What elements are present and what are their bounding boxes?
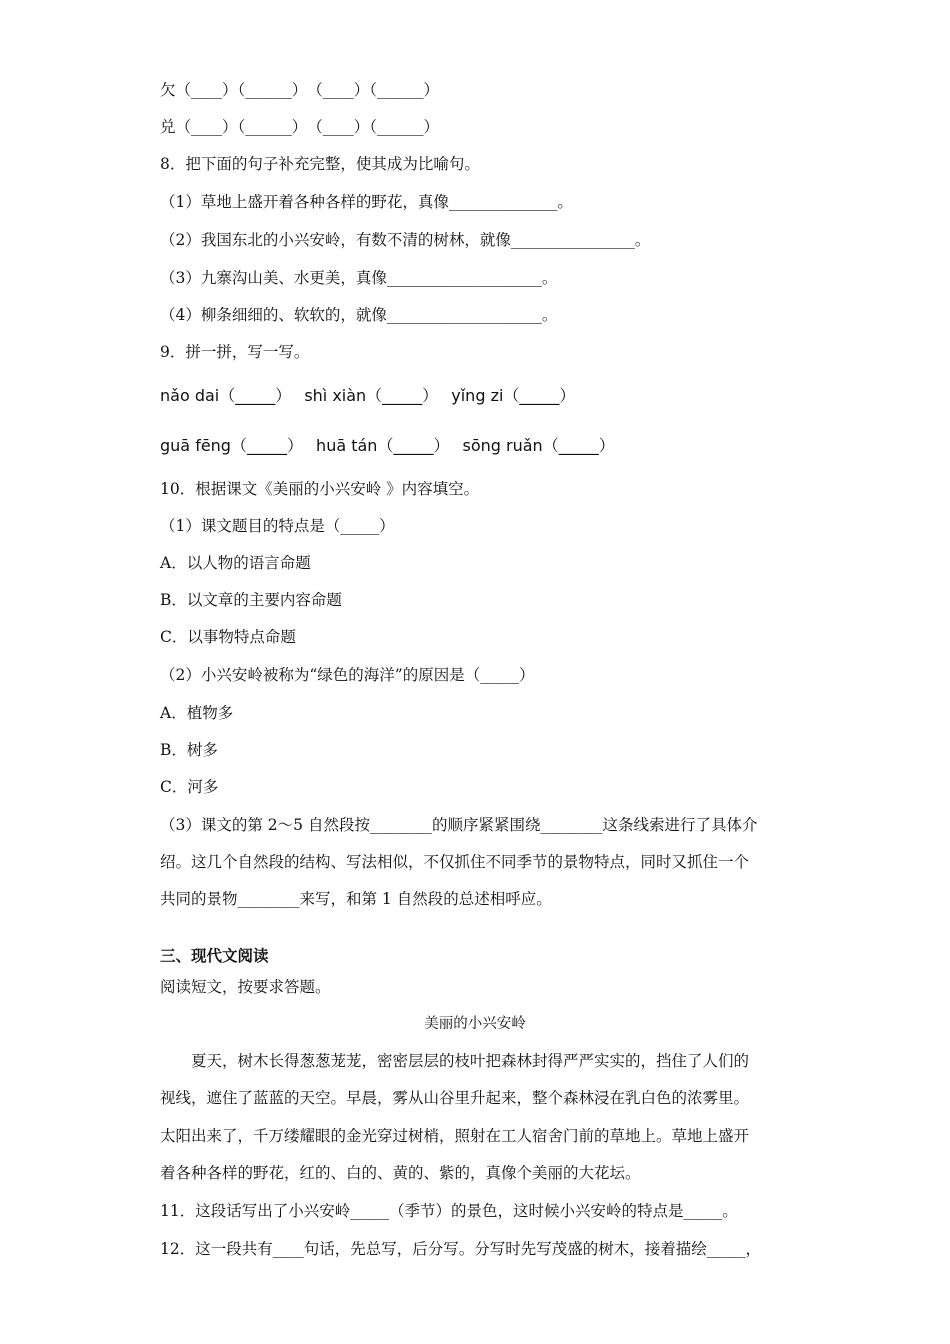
question-10-line: C．河多 xyxy=(160,778,219,796)
question-8-item-1: （1）草地上盛开着各种各样的野花，真像______________。 xyxy=(160,193,573,211)
passage-line: 夏天，树木长得葱葱茏茏，密密层层的枝叶把森林封得严严实实的，挡住了人们的 xyxy=(160,1052,750,1070)
question-10-line: （1）课文题目的特点是（_____） xyxy=(160,517,395,535)
question-8-item-3: （3）九寨沟山美、水更美，真像____________________。 xyxy=(160,269,558,287)
char-line-dui: 兑（____）（______） （____）（______） xyxy=(160,118,440,136)
question-9-title: 9．拼一拼，写一写。 xyxy=(160,343,310,361)
question-10-line: A．以人物的语言命题 xyxy=(160,554,311,572)
passage-title: 美丽的小兴安岭 xyxy=(424,1016,526,1032)
passage-line: 视线，遮住了蓝蓝的天空。早晨，雾从山谷里升起来，整个森林浸在乳白色的浓雾里。 xyxy=(160,1089,750,1107)
question-11: 11．这段话写出了小兴安岭_____（季节）的景色，这时候小兴安岭的特点是_____。 xyxy=(160,1202,738,1220)
passage-line: 太阳出来了，千万缕耀眼的金光穿过树梢，照射在工人宿舍门前的草地上。草地上盛开 xyxy=(160,1127,750,1145)
question-10-line: 绍。这几个自然段的结构、写法相似，不仅抓住不同季节的景物特点，同时又抓住一个 xyxy=(160,853,750,871)
question-12: 12．这一段共有____句话，先总写，后分写。分写时先写茂盛的树木，接着描绘_____， xyxy=(160,1240,761,1258)
question-10-line: （2）小兴安岭被称为“绿色的海洋”的原因是（_____） xyxy=(160,666,535,684)
char-line-qian: 欠（____）（______） （____）（______） xyxy=(160,81,440,99)
question-10-line: 共同的景物________来写，和第 1 自然段的总述相呼应。 xyxy=(160,890,552,908)
pinyin-row-1: nǎo dai（_____） shì xiàn（_____） yǐng zi（_____） xyxy=(160,386,576,405)
question-8-title: 8．把下面的句子补充完整，使其成为比喻句。 xyxy=(160,155,480,173)
question-8-item-4: （4）柳条细细的、软软的，就像____________________。 xyxy=(160,306,558,324)
question-10-line: B．树多 xyxy=(160,741,218,759)
pinyin-row-2: guā fēng（_____） huā tán（_____） sōng ruǎn（_____） xyxy=(160,436,615,455)
question-10-line: A．植物多 xyxy=(160,704,234,722)
reading-instruction: 阅读短文，按要求答题。 xyxy=(160,978,331,996)
question-10-line: （3）课文的第 2～5 自然段按________的顺序紧紧围绕________这条线索进行了具体介 xyxy=(160,816,758,834)
passage-line: 着各种各样的野花，红的、白的、黄的、紫的，真像个美丽的大花坛。 xyxy=(160,1164,641,1182)
question-10-line: C．以事物特点命题 xyxy=(160,628,296,646)
question-8-item-2: （2）我国东北的小兴安岭，有数不清的树林，就像________________。 xyxy=(160,231,651,249)
question-10-line: B．以文章的主要内容命题 xyxy=(160,591,342,609)
question-10-title: 10．根据课文《美丽的小兴安岭 》内容填空。 xyxy=(160,480,480,498)
section-3-heading: 三、现代文阅读 xyxy=(160,947,269,965)
